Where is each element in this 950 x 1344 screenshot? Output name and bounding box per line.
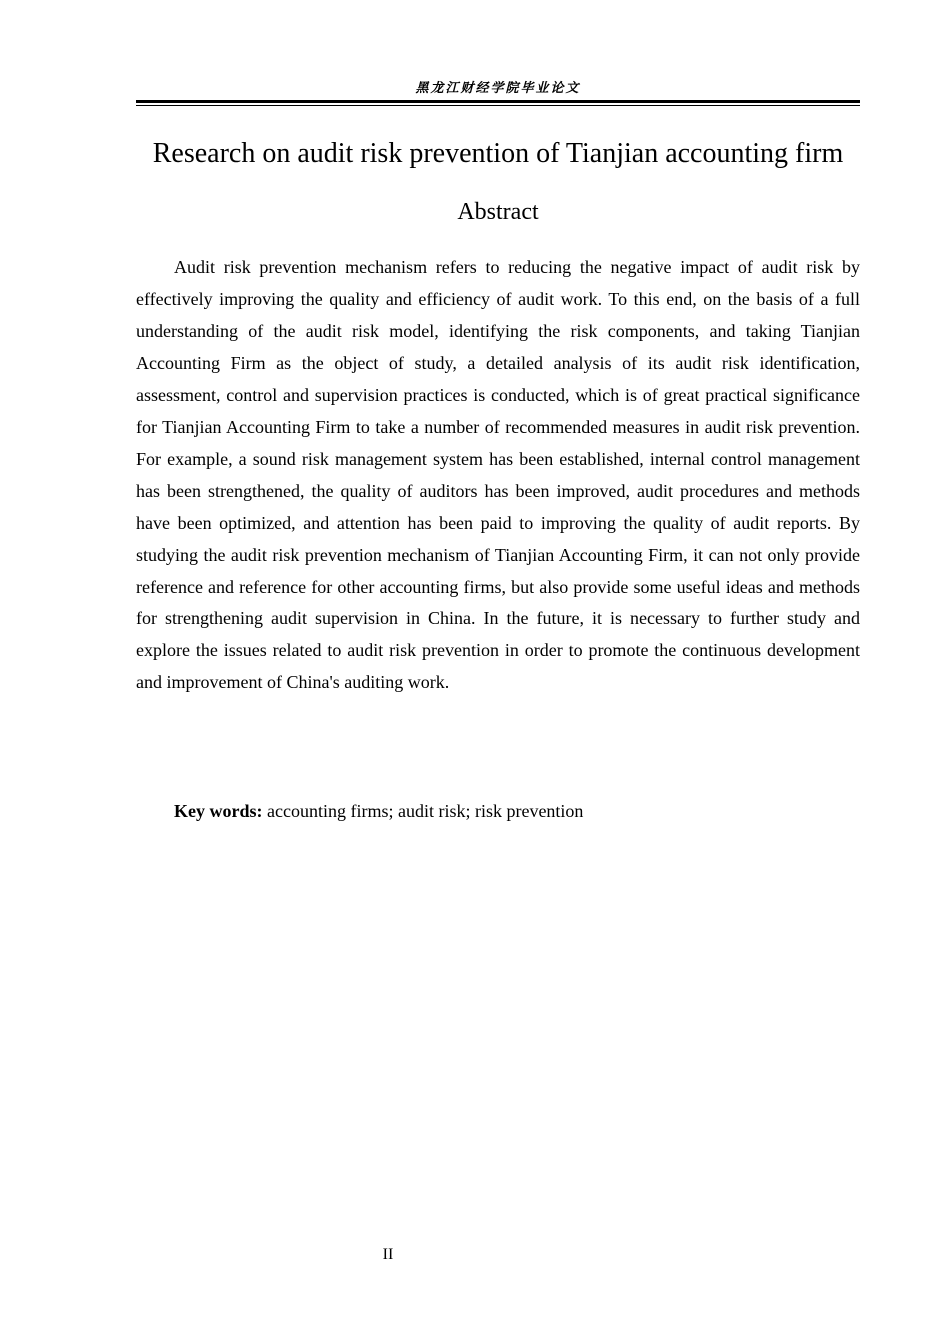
header-rule-thin — [136, 105, 860, 106]
keywords-line — [136, 796, 860, 826]
header-rule-thick — [136, 100, 860, 103]
keywords-value: accounting firms; audit risk; risk prevention — [262, 801, 584, 821]
running-header: 黑龙江财经学院毕业论文 — [415, 81, 581, 96]
document-page — [136, 0, 860, 1344]
document-title: Research on audit risk prevention of Tianjian accounting firm — [152, 138, 844, 169]
keywords-label: Key words: — [174, 801, 263, 821]
abstract-heading: Abstract — [457, 199, 539, 225]
page-number: II — [382, 1246, 394, 1263]
abstract-body: Audit risk prevention mechanism refers to reducing the negative impact of audit risk by effectively improving the quality and efficiency of audit work. To this end, on the basis of a full understanding of the audit risk model, identifying the risk components, and taking Tianjian Accounting Firm as the object of study, a detailed analysis of its audit risk identification, assessment, control and supervision practices is conducted, which is of great practical significance for Tianjian Accounting Firm to take a number of recommended measures in audit risk prevention. For example, a sound risk management system has been established, internal control management has been strengthened, the quality of auditors has been improved, audit procedures and methods have been optimized, and attention has been paid to improving the quality of audit reports. By studying the audit risk prevention mechanism of Tianjian Accounting Firm, it can not only provide reference and reference for other accounting firms, but also provide some useful ideas and methods for strengthening audit supervision in China. In the future, it is necessary to further study and explore the issues related to audit risk prevention in order to promote the continuous development and improvement of China's auditing work. — [136, 257, 860, 693]
